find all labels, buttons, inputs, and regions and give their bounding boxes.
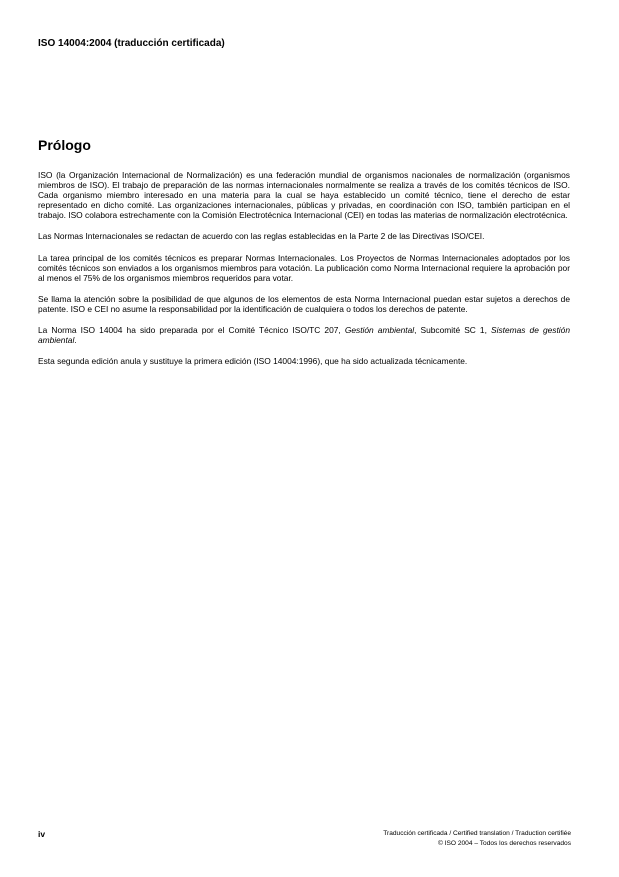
committee-name: Gestión ambiental	[344, 325, 415, 336]
paragraph-drafting-rules: Las Normas Internacionales se redactan de acuerdo con las reglas establecidas en la Parte 2 de las Directivas ISO/CEI.	[38, 231, 485, 242]
section-title: Prólogo	[38, 137, 91, 153]
copyright-notice: © ISO 2004 – Todos los derechos reservados	[437, 839, 571, 847]
paragraph-edition-note: Esta segunda edición anula y sustituye la primera edición (ISO 14004:1996), que ha sido actualizada técnicamente.	[38, 356, 468, 367]
paragraph-prepared-by	[38, 325, 570, 345]
footer-notice	[383, 829, 571, 848]
subcommittee-name: Sistemas de gestión ambiental	[38, 325, 570, 346]
paragraph-technical-committees: La tarea principal de los comités técnicos es preparar Normas Internacionales. Los Proyectos de Normas Internacionales adoptados por los comités técnicos son enviados a los organismos miembros para votación. La publicación como Norma Internacional requiere la aprobación por al menos el 75% de los organismos miembros requeridos para votar.	[38, 252, 570, 283]
foreword-body	[38, 170, 570, 377]
prepared-by-text: La Norma ISO 14004 ha sido preparada por el Comité Técnico ISO/TC 207,	[38, 325, 345, 336]
page-number: iv	[38, 829, 46, 839]
paragraph-patent-rights: Se llama la atención sobre la posibilidad de que algunos de los elementos de esta Norma Internacional puedan estar sujetos a derechos de patente. ISO e CEI no asume la responsabilidad por la identificación de cualquiera o todos los derechos de patente.	[38, 293, 570, 314]
paragraph-iso-federation: ISO (la Organización Internacional de Normalización) es una federación mundial de organismos nacionales de normalización (organismos miembros de ISO). El trabajo de preparación de las normas internacionales normalmente se realiza a través de los comités técnicos de ISO. Cada organismo miembro interesado en una materia para la cual se haya establecido un comité técnico, tiene el derecho de estar representado en dicho comité. Las organizaciones internacionales, públicas y privadas, en coordinación con ISO, también participan en el trabajo. ISO colabora estrechamente con la Comisión Electrotécnica Internacional (CEI) en todas las materias de normalización electrotécnica.	[38, 170, 570, 221]
sentence-end: .	[74, 335, 77, 346]
running-header: ISO 14004:2004 (traducción certificada)	[38, 38, 225, 49]
translation-notice: Traducción certificada / Certified translation / Traduction certifiée	[383, 830, 571, 837]
subcommittee-text: , Subcomité SC 1,	[414, 325, 492, 336]
